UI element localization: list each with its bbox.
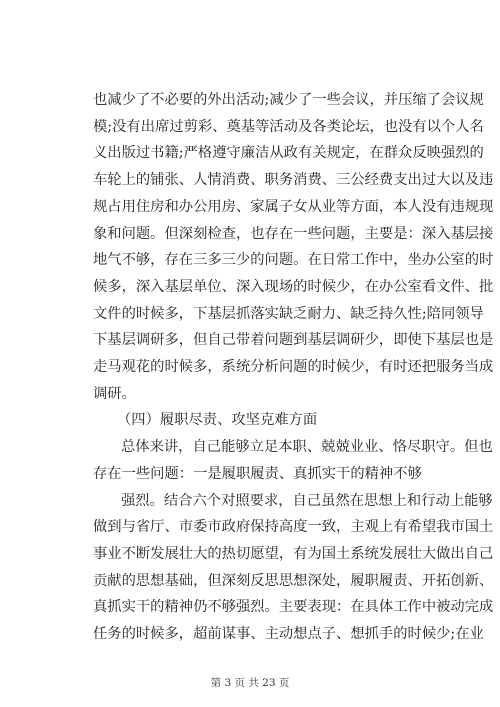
text-line-19: 贡献的思想基础，但深刻反思思想深处，履职履责、开拓创新、 [93,572,494,589]
text-line-15: 存在一些问题：一是履职履责、真抓实干的精神不够 [93,465,422,482]
text-line-6: 象和问题。但深刻检查，也存在一些问题，主要是：深入基层接 [93,225,494,242]
text-line-4: 车轮上的铺张、人情消费、职务消费、三公经费支出过大以及违 [93,172,494,189]
text-line-9: 文件的时候多，下基层抓落实缺乏耐力、缺乏持久性;陪同领导 [93,305,484,322]
text-line-2: 模;没有出席过剪彩、奠基等活动及各类论坛，也没有以个人名 [93,118,484,135]
text-line-3: 义出版过书籍;严格遵守廉洁从政有关规定，在群众反映强烈的 [93,145,484,162]
text-line-20: 真抓实干的精神仍不够强烈。主要表现：在具体工作中被动完成 [93,599,494,616]
text-line-10: 下基层调研多，但自己带着问题到基层调研少，即使下基层也是 [93,332,494,349]
text-line-18: 事业不断发展壮大的热切愿望，有为国土系统发展壮大做出自己 [93,545,494,562]
section-heading: （四）履职尽责、攻坚克难方面 [117,412,318,429]
text-line-8: 候多，深入基层单位、深入现场的时候少，在办公室看文件、批 [93,278,494,295]
text-line-1: 也减少了不必要的外出活动;减少了一些会议，并压缩了会议规 [93,92,484,108]
paragraph-first-line-2: 强烈。结合六个对照要求，自己虽然在思想上和行动上能够 [121,492,493,509]
text-line-12: 调研。 [93,385,136,402]
text-line-11: 走马观花的时候多，系统分析问题的时候少，有时还把服务当成 [93,359,494,375]
text-line-5: 规占用住房和办公用房、家属子女从业等方面，本人没有违规现 [93,198,494,215]
paragraph-first-line: 总体来讲，自己能够立足本职、兢兢业业、恪尽职守。但也 [121,439,493,456]
text-line-21: 任务的时候多，超前谋事、主动想点子、想抓手的时候少;在业 [93,626,484,642]
text-line-7: 地气不够，存在三多三少的问题。在日常工作中，坐办公室的时 [93,252,494,269]
text-line-17: 做到与省厅、市委市政府保持高度一致，主观上有希望我市国土 [93,519,494,536]
page-footer: 第 3 页 共 23 页 [210,677,290,689]
